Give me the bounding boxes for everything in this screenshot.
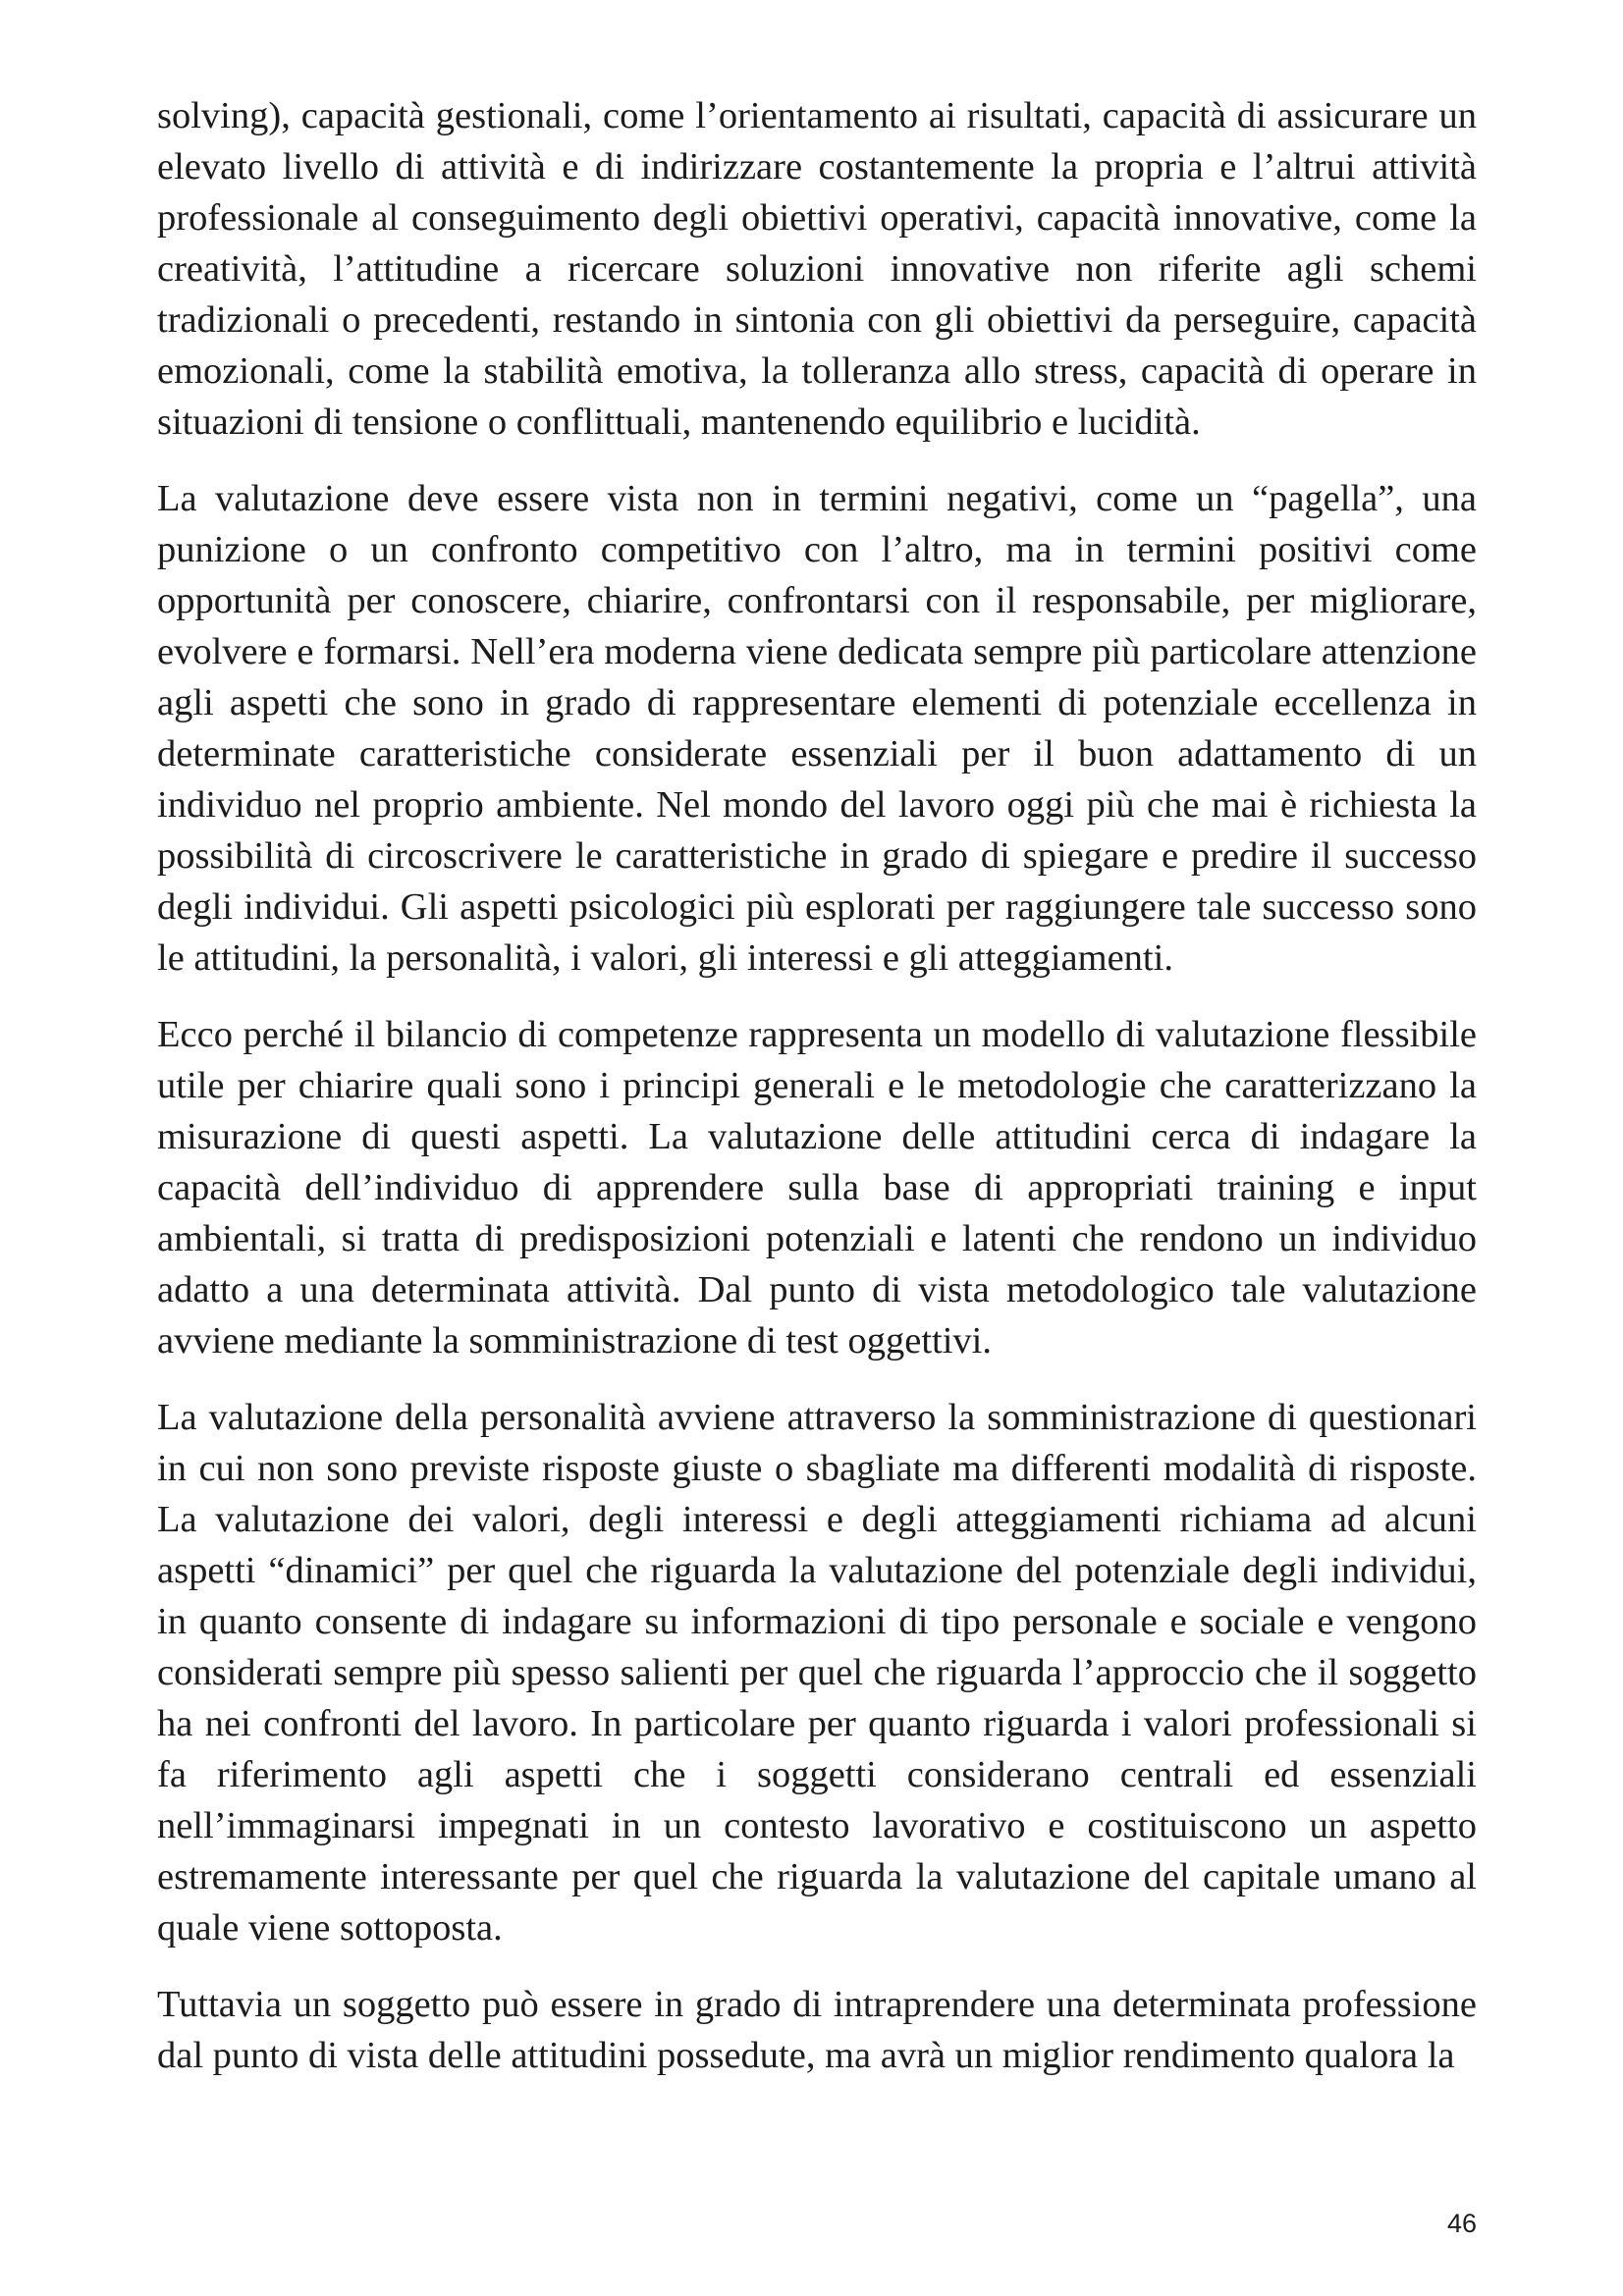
body-text <box>157 90 1477 2107</box>
paragraph: solving), capacità gestionali, come l’orientamento ai risultati, capacità di assicurare un elevato livello di attività e di indirizzare costantemente la propria e l’altrui attività professionale al conseguimento degli obiettivi operativi, capacità innovative, come la creatività, l’attitudine a ricercare soluzioni innovative non riferite agli schemi tradizionali o precedenti, restando in sintonia con gli obiettivi da perseguire, capacità emozionali, come la stabilità emotiva, la tolleranza allo stress, capacità di operare in situazioni di tensione o conflittuali, mantenendo equilibrio e lucidità. <box>157 95 1477 443</box>
paragraph: La valutazione deve essere vista non in termini negativi, come un “pagella”, una punizione o un confronto competitivo con l’altro, ma in termini positivi come opportunità per conoscere, chiarire, confrontarsi con il responsabile, per migliorare, evolvere e formarsi. Nell’era moderna viene dedicata sempre più particolare attenzione agli aspetti che sono in grado di rappresentare elementi di potenziale eccellenza in determinate caratteristiche considerate essenziali per il buon adattamento di un individuo nel proprio ambiente. Nel mondo del lavoro oggi più che mai è richiesta la possibilità di circoscrivere le caratteristiche in grado di spiegare e predire il successo degli individui. Gli aspetti psicologici più esplorati per raggiungere tale successo sono le attitudini, la personalità, i valori, gli interessi e gli atteggiamenti. <box>157 478 1477 979</box>
page-number: 46 <box>1447 2209 1478 2238</box>
paragraph: La valutazione della personalità avviene attraverso la somministrazione di questionari in cui non sono previste risposte giuste o sbagliate ma differenti modalità di risposte. La valutazione dei valori, degli interessi e degli atteggiamenti richiama ad alcuni aspetti “dinamici” per quel che riguarda la valutazione del potenziale degli individui, in quanto consente di indagare su informazioni di tipo personale e sociale e vengono considerati sempre più spesso salienti per quel che riguarda l’approccio che il soggetto ha nei confronti del lavoro. In particolare per quanto riguarda i valori professionali si fa riferimento agli aspetti che i soggetti considerano centrali ed essenziali nell’immaginarsi impegnati in un contesto lavorativo e costituiscono un aspetto estremamente interessante per quel che riguarda la valutazione del capitale umano al quale viene sottoposta. <box>157 1397 1477 1949</box>
paragraph: Tuttavia un soggetto può essere in grado di intraprendere una determinata professione dal punto di vista delle attitudini possedute, ma avrà un miglior rendimento qualora la <box>157 1984 1477 2076</box>
paragraph: Ecco perché il bilancio di competenze rappresenta un modello di valutazione flessibile utile per chiarire quali sono i principi generali e le metodologie che caratterizzano la misurazione di questi aspetti. La valutazione delle attitudini cerca di indagare la capacità dell’individuo di apprendere sulla base di appropriati training e input ambientali, si tratta di predisposizioni potenziali e latenti che rendono un individuo adatto a una determinata attività. Dal punto di vista metodologico tale valutazione avviene mediante la somministrazione di test oggettivi. <box>157 1014 1477 1362</box>
